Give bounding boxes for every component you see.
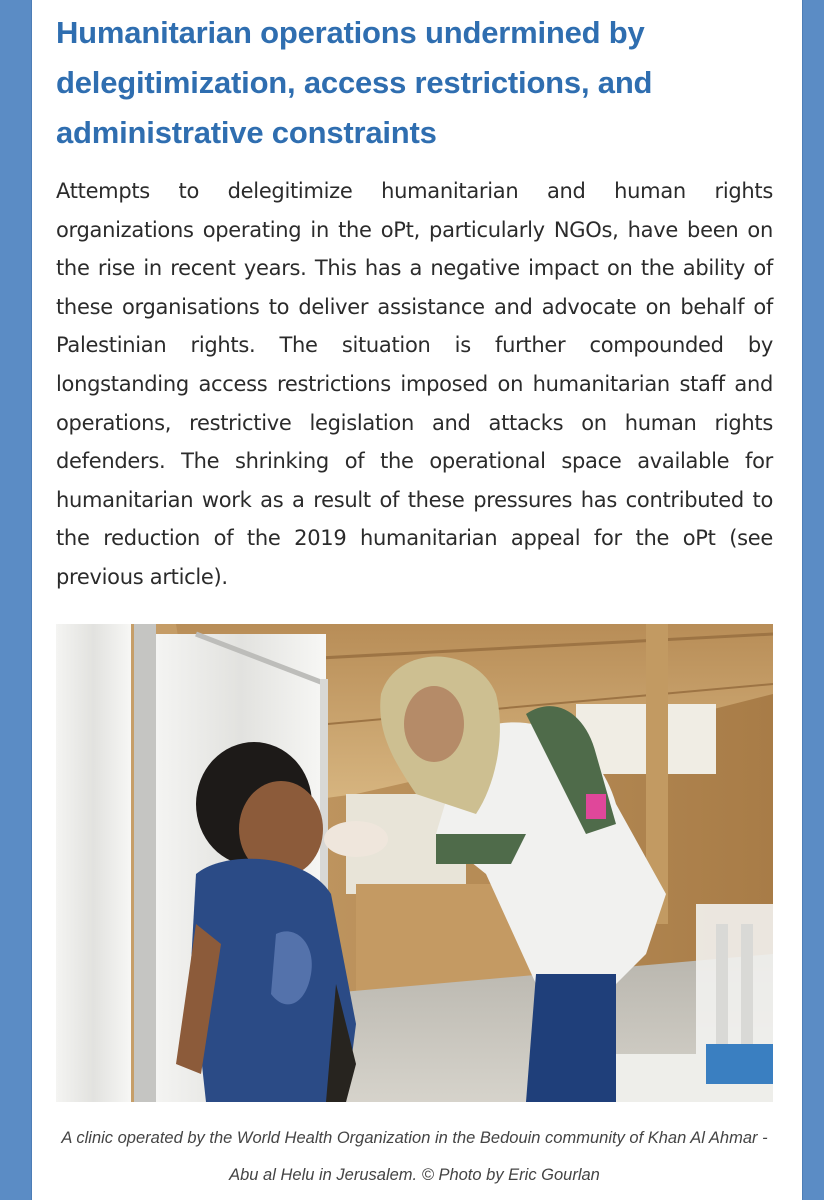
article-paragraph: Attempts to delegitimize humanitarian and human rights organizations operating in the oPt, particularly NGOs, have been on the rise in recent years. This has a negative impact on the ability of these organisations to deliver assistance and advocate on behalf of Palestinian rights. The situation is further compounded by longstanding access restrictions imposed on humanitarian staff and operations, restrictive legislation and attacks on human rights defenders. The shrinking of the operational space available for humanitarian work as a result of these pressures has contributed to the reduction of the 2019 humanitarian appeal for the oPt (see previous article). bbox=[56, 179, 773, 589]
photo-caption: A clinic operated by the World Health Organization in the Bedouin community of Khan Al Ahmar - Abu al Helu in Jerusalem. © Photo by Eric Gourlan bbox=[61, 1129, 768, 1184]
article-page bbox=[32, 0, 802, 1200]
clinic-photo bbox=[56, 624, 773, 1102]
article-heading: Humanitarian operations undermined by delegitimization, access restrictions, and administrative constraints bbox=[56, 15, 653, 150]
article-content bbox=[56, 0, 773, 1184]
